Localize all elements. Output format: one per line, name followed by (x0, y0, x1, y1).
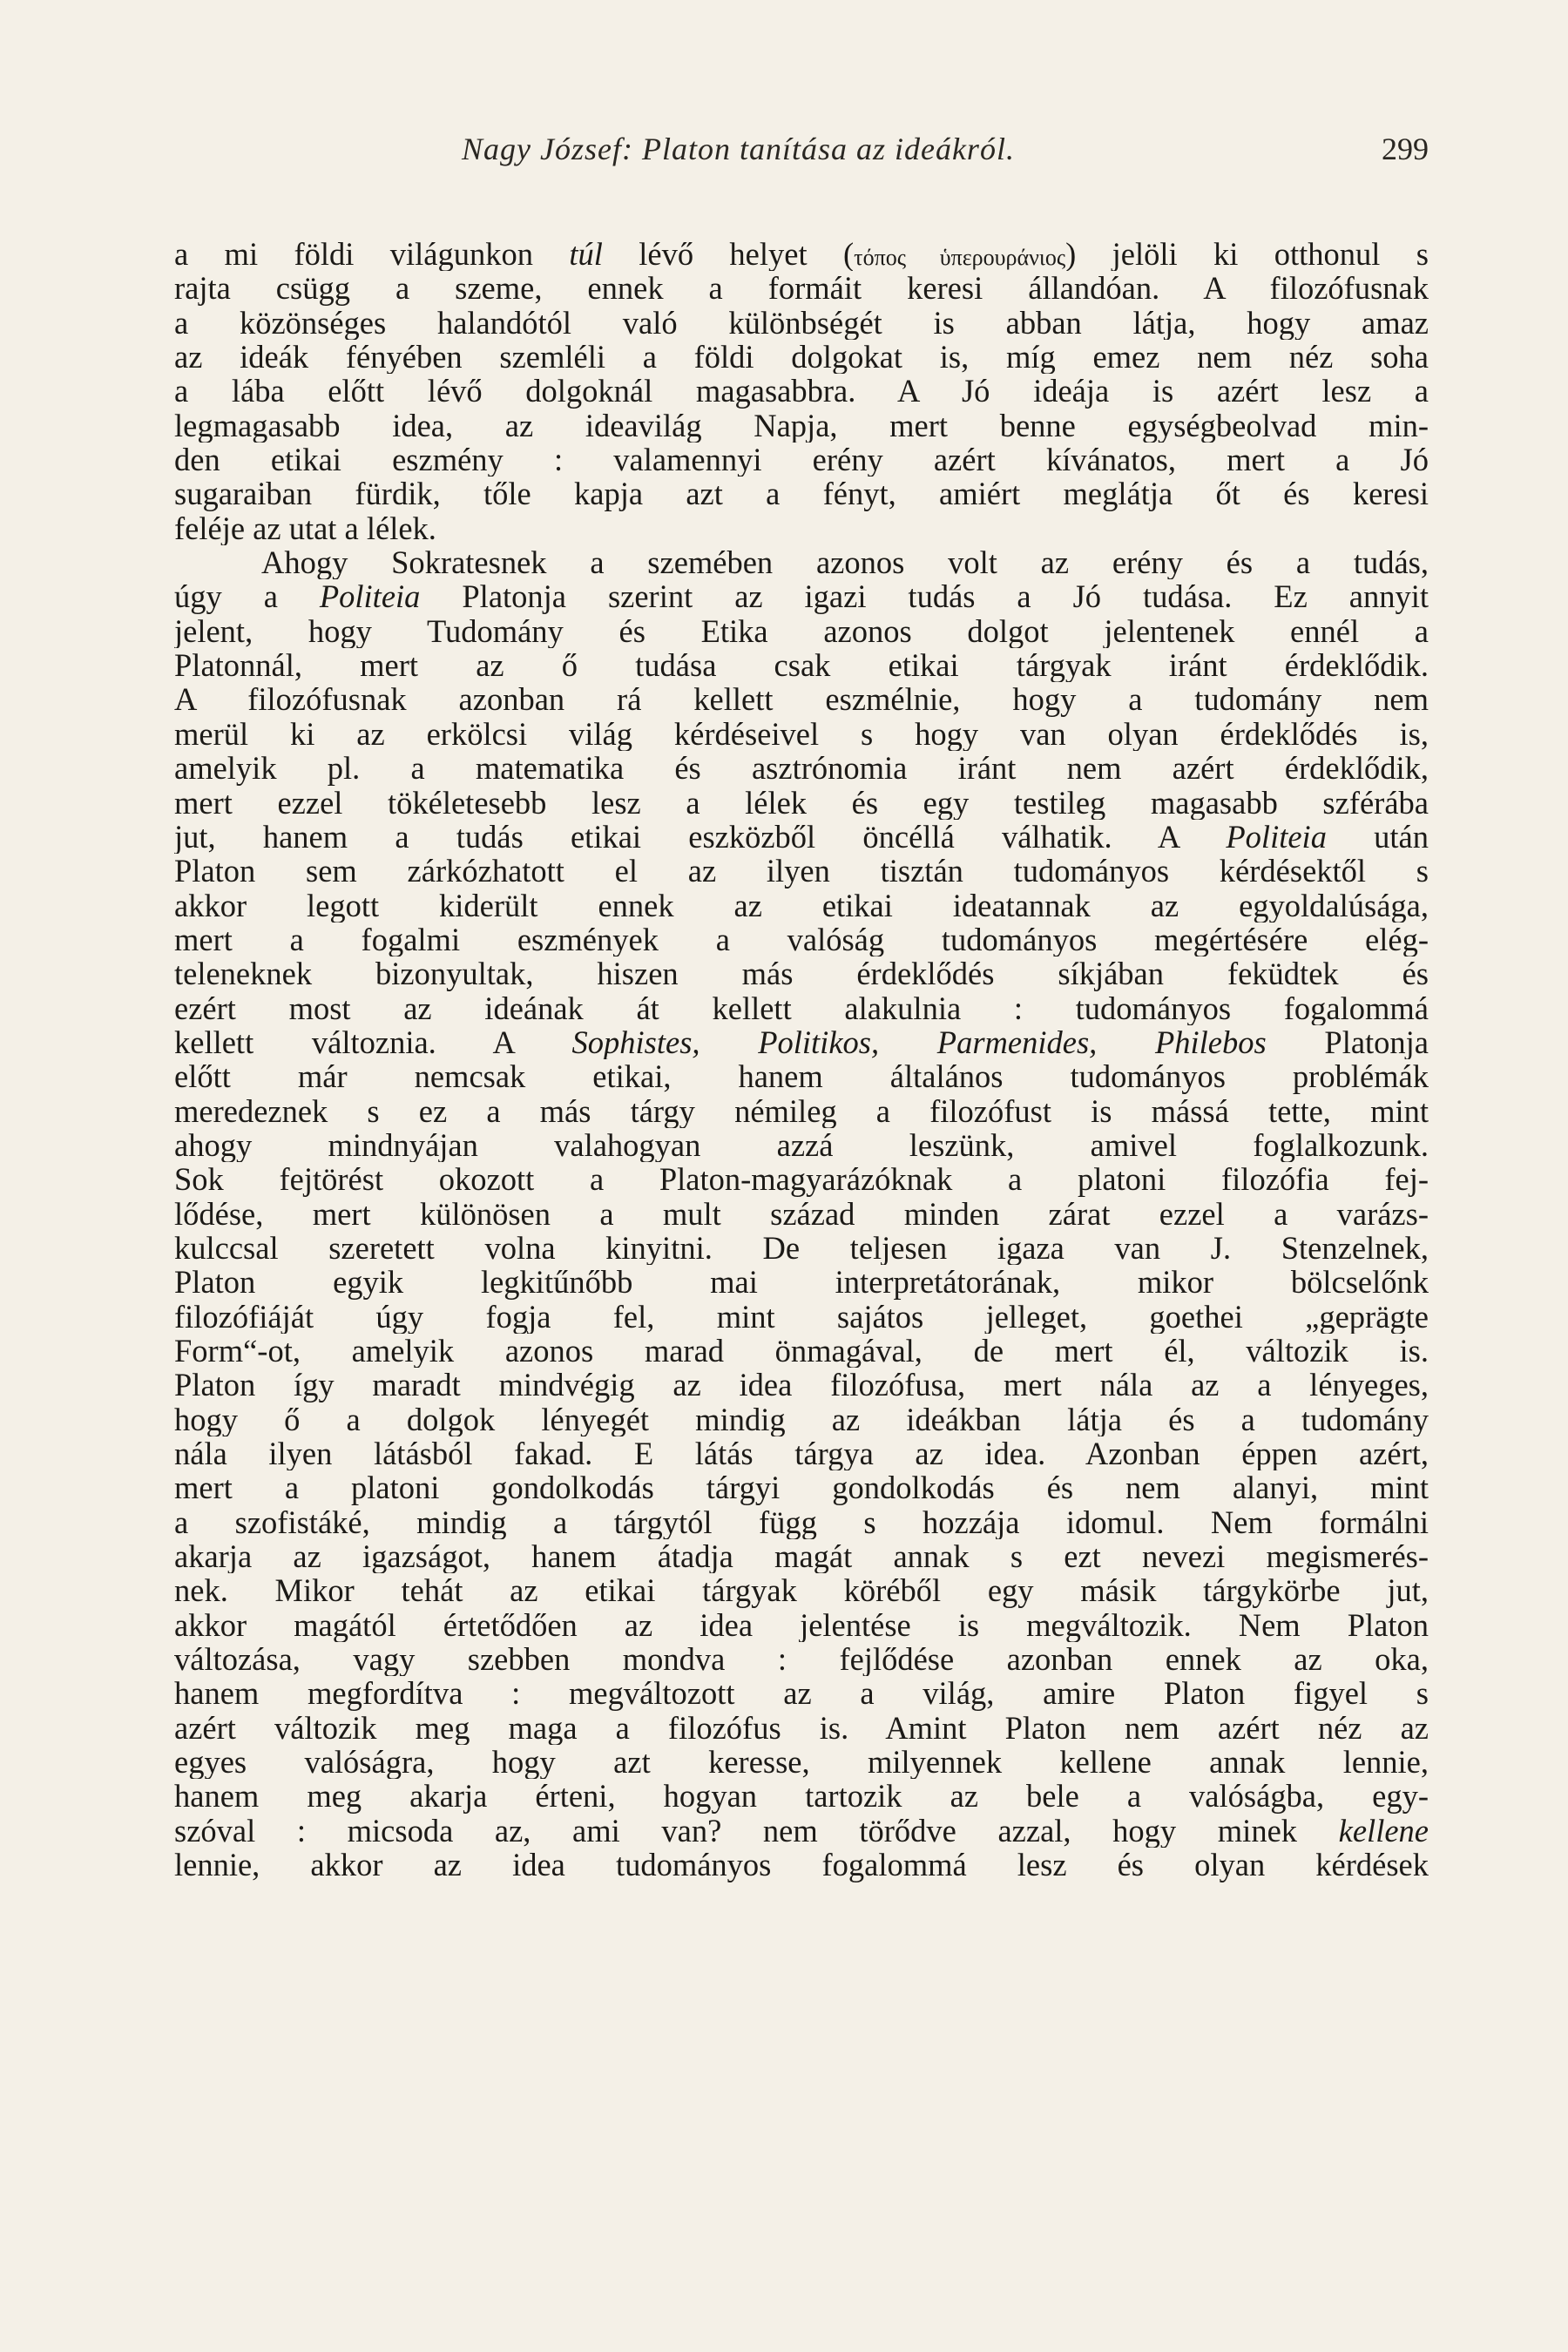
text-line (174, 1197, 1429, 1231)
text-run: filozófiáját úgy fogja fel, mint sajátos jelleget, goethei „geprägte (174, 1299, 1429, 1334)
text-line (174, 1745, 1429, 1779)
running-title: Nagy József: Platon tanítása az ideákról. (462, 132, 1015, 166)
text-line (174, 1573, 1429, 1607)
text-line (174, 340, 1429, 374)
text-line (174, 751, 1429, 785)
text-line (174, 1436, 1429, 1470)
text-line (174, 1848, 1429, 1882)
text-run: mert ezzel tökéletesebb lesz a lélek és egy testileg magasabb szférába (174, 785, 1429, 820)
text-line (174, 1059, 1429, 1093)
text-line (174, 1094, 1429, 1128)
text-run: mert a fogalmi eszmények a valóság tudományos megértésére elég- (174, 922, 1429, 957)
text-run: a lába előtt lévő dolgoknál magasabbra. A Jó ideája is azért lesz a (174, 374, 1429, 409)
text-line (174, 1265, 1429, 1299)
italic-run: túl (569, 237, 603, 272)
text-run: akkor magától értetődően az idea jelentése is megváltozik. Nem Platon (174, 1607, 1429, 1643)
text-line (174, 1025, 1429, 1059)
text-run: meredeznek s ez a más tárgy némileg a filozófust is mássá tette, mint (174, 1093, 1429, 1128)
text-run: lődése, mert különösen a mult század minden zárat ezzel a varázs- (174, 1196, 1429, 1231)
text-run: az ideák fényében szemléli a földi dolgokat is, míg emez nem néz soha (174, 340, 1429, 375)
text-run: A filozófusnak azonban rá kellett eszmélnie, hogy a tudomány nem (174, 682, 1429, 717)
text-run: legmagasabb idea, az ideavilág Napja, mert benne egységbeolvad min- (174, 408, 1429, 443)
text-line (174, 991, 1429, 1025)
text-run: Platonja (1266, 1024, 1429, 1060)
text-run: változása, vagy szebben mondva : fejlődése azonban ennek az oka, (174, 1642, 1429, 1677)
text-run: kellett változnia. A (174, 1024, 572, 1060)
text-line (174, 648, 1429, 682)
text-run: előtt már nemcsak etikai, hanem általános tudományos problémák (174, 1059, 1429, 1094)
text-line (174, 443, 1429, 476)
text-line (174, 1814, 1429, 1848)
text-line (174, 409, 1429, 443)
text-run: rajta csügg a szeme, ennek a formáit keresi állandóan. A filozófusnak (174, 271, 1429, 306)
text-run: Sok fejtörést okozott a Platon-magyarázóknak a platoni filozófia fej- (174, 1162, 1429, 1197)
text-run: lévő helyet ( (602, 237, 855, 272)
running-head (174, 131, 1429, 174)
text-run: a mi földi világunkon (174, 237, 570, 272)
text-run: után (1326, 819, 1429, 855)
text-line (174, 956, 1429, 990)
text-line (174, 682, 1429, 716)
text-line (174, 1470, 1429, 1504)
text-line (174, 1676, 1429, 1710)
text-run: sugaraiban fürdik, tőle kapja azt a fényt, amiért meglátja őt és keresi (174, 476, 1429, 511)
text-run: úgy a (174, 579, 320, 614)
text-line (174, 271, 1429, 305)
text-line (174, 1539, 1429, 1573)
page-number: 299 (1382, 132, 1429, 166)
italic-run: Politeia (1226, 819, 1327, 855)
body-text (174, 237, 1429, 1882)
greek-phrase: τόπος ὑπερουράνιος (854, 245, 1066, 270)
text-run: feléje az utat a lélek. (174, 510, 436, 546)
text-line (174, 1128, 1429, 1162)
text-run: akarja az igazságot, hanem átadja magát annak s ezt nevezi megismerés- (174, 1539, 1429, 1574)
text-line (174, 1505, 1429, 1539)
text-line (174, 476, 1429, 510)
text-line (174, 1334, 1429, 1368)
text-run: den etikai eszmény : valamennyi erény azért kívánatos, mert a Jó (174, 443, 1429, 477)
text-run: teleneknek bizonyultak, hiszen más érdeklődés síkjában feküdtek és (174, 956, 1429, 991)
text-run: amelyik pl. a matematika és asztrónomia iránt nem azért érdeklődik, (174, 751, 1429, 786)
text-run: kulccsal szeretett volna kinyitni. De teljesen igaza van J. Stenzelnek, (174, 1230, 1429, 1266)
text-run: akkor legott kiderült ennek az etikai ideatannak az egyoldalúsága, (174, 888, 1429, 923)
italic-run: kellene (1338, 1813, 1429, 1848)
text-run: nek. Mikor tehát az etikai tárgyak köréből egy másik tárgykörbe jut, (174, 1573, 1429, 1608)
text-line (174, 579, 1429, 613)
text-line (174, 545, 1429, 579)
text-line (174, 1231, 1429, 1265)
text-line (174, 237, 1429, 271)
text-run: Platon így maradt mindvégig az idea filozófusa, mert nála az a lényeges, (174, 1368, 1429, 1402)
text-line (174, 889, 1429, 923)
text-run: jelent, hogy Tudomány és Etika azonos dolgot jelentenek ennél a (174, 613, 1429, 649)
text-run: azért változik meg maga a filozófus is. Amint Platon nem azért néz az (174, 1710, 1429, 1746)
text-run: hanem meg akarja érteni, hogyan tartozik az bele a valóságba, egy- (174, 1779, 1429, 1814)
text-line (174, 1368, 1429, 1402)
text-run: hanem megfordítva : megváltozott az a világ, amire Platon figyel s (174, 1676, 1429, 1711)
text-line (174, 717, 1429, 751)
italic-run: Sophistes, Politikos, Parmenides, Philebos (571, 1024, 1267, 1060)
text-line (174, 1608, 1429, 1642)
text-run: nála ilyen látásból fakad. E látás tárgya az idea. Azonban éppen azért, (174, 1436, 1429, 1471)
text-run: ) jelöli ki otthonul s (1065, 237, 1429, 272)
italic-run: Politeia (319, 579, 421, 614)
text-run: hogy ő a dolgok lényegét mindig az ideákban látja és a tudomány (174, 1402, 1429, 1437)
text-line (174, 614, 1429, 648)
text-line (174, 1779, 1429, 1813)
text-line (174, 1300, 1429, 1334)
text-run: egyes valóságra, hogy azt keresse, milyennek kellene annak lennie, (174, 1745, 1429, 1780)
text-run: lennie, akkor az idea tudományos fogalommá lesz és olyan kérdések (174, 1848, 1429, 1882)
text-run: merül ki az erkölcsi világ kérdéseivel s hogy van olyan érdeklődés is, (174, 716, 1429, 752)
text-line (174, 820, 1429, 854)
text-run: mert a platoni gondolkodás tárgyi gondolkodás és nem alanyi, mint (174, 1470, 1429, 1505)
text-run: ahogy mindnyájan valahogyan azzá leszünk, amivel foglalkozunk. (174, 1127, 1429, 1163)
text-line (174, 374, 1429, 408)
text-run: Platon sem zárkózhatott el az ilyen tisztán tudományos kérdésektől s (174, 854, 1429, 889)
text-line (174, 1402, 1429, 1436)
text-line (174, 1711, 1429, 1745)
text-run: Platon egyik legkitűnőbb mai interpretátorának, mikor bölcselőnk (174, 1265, 1429, 1300)
text-run: Platonja szerint az igazi tudás a Jó tudása. Ez annyit (420, 579, 1429, 614)
text-line (174, 786, 1429, 820)
text-run: jut, hanem a tudás etikai eszközből öncéllá válhatik. A (174, 819, 1227, 855)
text-line (174, 923, 1429, 956)
text-run: Platonnál, mert az ő tudása csak etikai tárgyak iránt érdeklődik. (174, 648, 1429, 683)
text-run: Ahogy Sokratesnek a szemében azonos volt az erény és a tudás, (261, 545, 1429, 580)
text-run: a közönséges halandótól való különbségét is abban látja, hogy amaz (174, 305, 1429, 341)
text-line (174, 854, 1429, 888)
text-line (174, 1642, 1429, 1676)
text-run: szóval : micsoda az, ami van? nem törődve azzal, hogy minek (174, 1813, 1339, 1848)
text-line (174, 1162, 1429, 1196)
text-line (174, 306, 1429, 340)
text-run: Form“-ot, amelyik azonos marad önmagával, de mert él, változik is. (174, 1334, 1429, 1369)
text-run: a szofistáké, mindig a tárgytól függ s hozzája idomul. Nem formálni (174, 1504, 1429, 1540)
text-line (174, 511, 1429, 545)
text-run: ezért most az ideának át kellett alakulnia : tudományos fogalommá (174, 990, 1429, 1025)
